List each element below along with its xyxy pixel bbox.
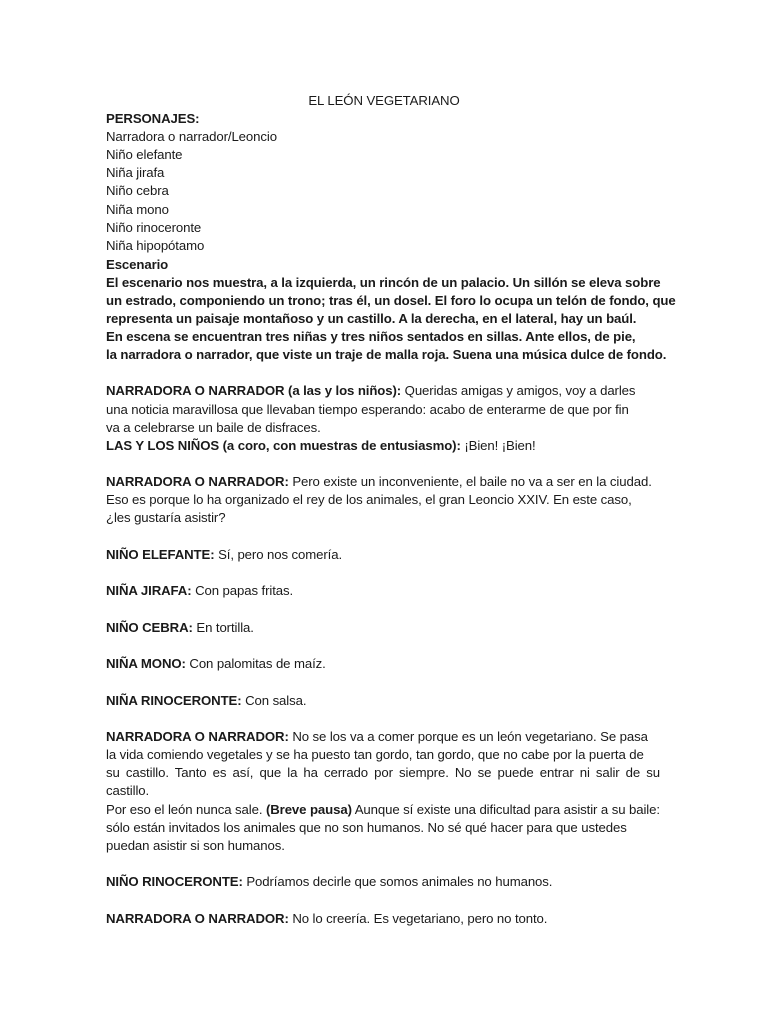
dialogue-line: la vida comiendo vegetales y se ha puesto tan gordo, tan gordo, que no cabe por la puerta de	[106, 747, 644, 762]
dialogue-text: Podríamos decirle que somos animales no humanos.	[242, 874, 553, 889]
dialogue-line: una noticia maravillosa que llevaban tiempo esperando: acabo de enterarme de que por fin	[106, 402, 629, 417]
dialogue-text: Aunque sí existe una dificultad para asistir a su baile:	[351, 802, 660, 817]
dialogue-text: No lo creería. Es vegetariano, pero no tonto.	[288, 911, 548, 926]
dialogue-text: Por eso el león nunca sale.	[106, 802, 266, 817]
speaker-label: NIÑO RINOCERONTE:	[106, 874, 243, 889]
speaker-label: NIÑA MONO:	[106, 656, 186, 671]
speaker-label: NARRADORA O NARRADOR:	[106, 474, 289, 489]
dialogue-text: Pero existe un inconveniente, el baile no va a ser en la ciudad.	[288, 474, 652, 489]
dialogue-line	[106, 437, 536, 455]
dialogue-line: puedan asistir si son humanos.	[106, 838, 285, 853]
escenario-heading: Escenario	[106, 257, 169, 272]
character-item: Niña mono	[106, 202, 169, 217]
dialogue-line	[106, 801, 660, 819]
dialogue-text: ¡Bien! ¡Bien!	[460, 438, 536, 453]
dialogue-line	[106, 873, 552, 891]
dialogue-line	[106, 619, 254, 637]
dialogue-line: va a celebrarse un baile de disfraces.	[106, 420, 321, 435]
dialogue-text: No se los va a comer porque es un león vegetariano. Se pasa	[288, 729, 648, 744]
character-item: Narradora o narrador/Leoncio	[106, 129, 277, 144]
speaker-label: NIÑA JIRAFA:	[106, 583, 192, 598]
dialogue-text: Sí, pero nos comería.	[214, 547, 343, 562]
escenario-line: un estrado, componiendo un trono; tras él, un dosel. El foro lo ocupa un telón de fondo, que	[106, 293, 676, 308]
speaker-label: NARRADORA O NARRADOR:	[106, 729, 289, 744]
dialogue-line	[106, 910, 547, 928]
document-title: EL LEÓN VEGETARIANO	[308, 93, 460, 108]
escenario-line: En escena se encuentran tres niñas y tres niños sentados en sillas. Ante ellos, de pie,	[106, 329, 636, 344]
dialogue-text: Con papas fritas.	[191, 583, 294, 598]
character-item: Niña hipopótamo	[106, 238, 205, 253]
dialogue-line	[106, 382, 635, 400]
character-item: Niño rinoceronte	[106, 220, 202, 235]
speaker-label: NIÑO ELEFANTE:	[106, 547, 215, 562]
escenario-line: representa un paisaje montañoso y un castillo. A la derecha, en el lateral, hay un baúl.	[106, 311, 637, 326]
dialogue-line: castillo.	[106, 783, 150, 798]
escenario-line: El escenario nos muestra, a la izquierda, un rincón de un palacio. Un sillón se eleva sobre	[106, 275, 661, 290]
dialogue-line: Eso es porque lo ha organizado el rey de los animales, el gran Leoncio XXIV. En este caso,	[106, 492, 632, 507]
character-item: Niño elefante	[106, 147, 183, 162]
speaker-label: LAS Y LOS NIÑOS (a coro, con muestras de entusiasmo):	[106, 438, 461, 453]
dialogue-text: Con salsa.	[241, 693, 307, 708]
dialogue-line: ¿les gustaría asistir?	[106, 510, 226, 525]
dialogue-line: sólo están invitados los animales que no son humanos. No sé qué hacer para que ustedes	[106, 820, 627, 835]
escenario-line: la narradora o narrador, que viste un traje de malla roja. Suena una música dulce de fondo.	[106, 347, 667, 362]
stage-direction: (Breve pausa)	[265, 802, 352, 817]
speaker-label: NIÑO CEBRA:	[106, 620, 193, 635]
dialogue-line	[106, 655, 326, 673]
dialogue-line	[106, 582, 293, 600]
speaker-label: NIÑA RINOCERONTE:	[106, 693, 242, 708]
dialogue-line: su castillo. Tanto es así, que la ha cerrado por siempre. No se puede entrar ni salir de su	[106, 765, 660, 780]
speaker-label: NARRADORA O NARRADOR:	[106, 911, 289, 926]
dialogue-line	[106, 473, 652, 491]
character-item: Niño cebra	[106, 183, 169, 198]
dialogue-line	[106, 692, 306, 710]
dialogue-text: Queridas amigas y amigos, voy a darles	[401, 383, 636, 398]
dialogue-text: En tortilla.	[192, 620, 254, 635]
personajes-heading: PERSONAJES:	[106, 111, 200, 126]
speaker-label: NARRADORA O NARRADOR (a las y los niños):	[106, 383, 402, 398]
dialogue-text: Con palomitas de maíz.	[185, 656, 326, 671]
dialogue-line	[106, 546, 342, 564]
dialogue-line	[106, 728, 648, 746]
character-item: Niña jirafa	[106, 165, 165, 180]
